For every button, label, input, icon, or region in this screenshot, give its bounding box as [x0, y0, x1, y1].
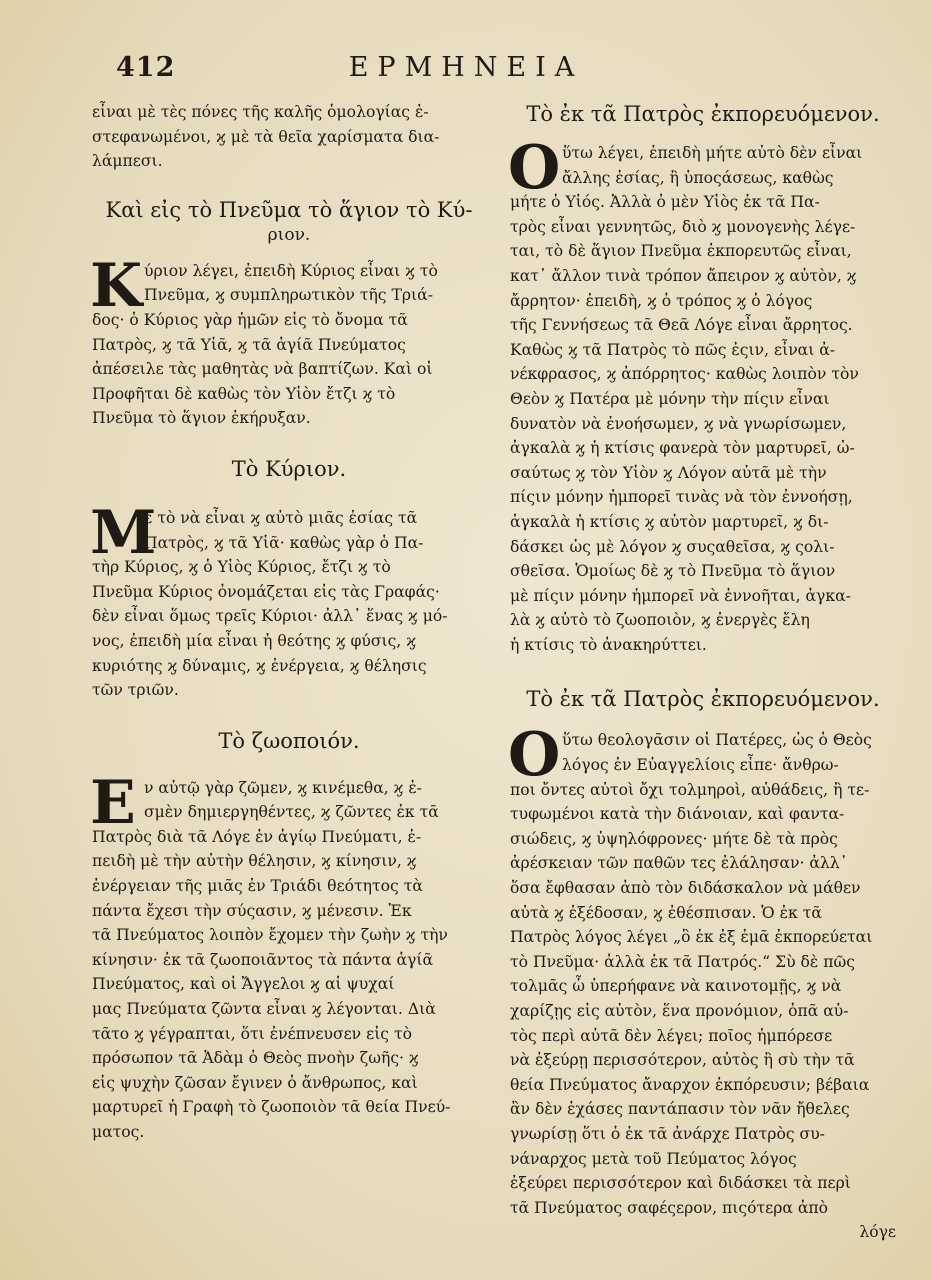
text-line: Πατρὸς διὰ τᾶ Λόγε ἐν ἁγίῳ Πνεύματι, ἐ-: [92, 827, 422, 846]
heading-line: Τὸ Κύριον.: [231, 456, 347, 481]
paragraph-text: [90, 767, 486, 1145]
text-line: τῆς Γεννήσεως τᾶ Θεᾶ Λόγε εἶναι ἄρρητος.: [510, 316, 853, 335]
text-line: Πατρὸς, ϗ τᾶ Υἱᾶ· καθὼς γὰρ ὁ Πα-: [144, 533, 424, 552]
text-line: κατ᾽ ἄλλον τινὰ τρόπον ἄπειρον ϗ αὐτὸν, ϗ: [510, 266, 857, 285]
text-line: ἀγκαλὰ ϗ ἡ κτίσις φανερὰ τὸν μαρτυρεῖ, ὡ-: [510, 439, 855, 458]
text-line: δος· ὁ Κύριος γὰρ ἡμῶν εἰς τὸ ὄνομα τᾶ: [92, 310, 408, 329]
text-line: Πνεύματος, καὶ οἱ Ἄγγελοι ϗ αἱ ψυχαί: [92, 975, 395, 994]
text-line: δὲν εἶναι ὅμως τρεῖς Κύριοι· ἀλλ᾽ ἕνας ϗ μό-: [92, 607, 448, 626]
text-line: Πατρὸς, ϗ τᾶ Υἱᾶ, ϗ τᾶ ἁγίᾶ Πνεύματος: [92, 335, 406, 354]
text-line: ματος.: [92, 1123, 145, 1141]
text-line: Προφῆται δὲ καθὼς τὸν Υἱὸν ἔτζι ϗ τὸ: [92, 384, 396, 403]
text-line: Καθὼς ϗ τᾶ Πατρὸς τὸ πῶς ἐςιν, εἶναι ἀ-: [510, 340, 836, 359]
catchword: λόγε: [859, 1223, 896, 1242]
right-column: [510, 100, 896, 1245]
left-paragraph-continued: [92, 100, 486, 174]
paragraph-zoopoion: [90, 767, 486, 1145]
text-line: κίνησιν· ἐκ τᾶ ζωοποιᾶντος τὰ πάντα ἁγίᾶ: [92, 950, 434, 969]
text-line: τυφωμένοι κατὰ τὴν διάνοιαν, καὶ φαντα-: [510, 805, 845, 824]
text-line: τὸς περὶ αὐτᾶ δὲν λέγει; ποῖος ἠμπόρεσε: [510, 1026, 833, 1045]
page-number: 412: [116, 52, 176, 83]
paragraph-text: [508, 133, 896, 657]
paragraph-kyrion: [90, 250, 486, 431]
text-line: ὕτω θεολογᾶσιν οἱ Πατέρες, ὡς ὁ Θεὸς: [562, 731, 872, 750]
text-line: Πνεῦμα, ϗ συμπληρωτικὸν τῆς Τριά-: [144, 286, 433, 305]
drop-cap: Ο: [508, 133, 561, 203]
text-line: Πνεῦμα τὸ ἅγιον ἐκήρυξαν.: [92, 409, 311, 428]
text-line: λάμπεσι.: [92, 152, 163, 171]
drop-cap: Ε: [90, 767, 136, 838]
text-line: τᾶτο ϗ γέγραπται, ὅτι ἐνέπνευσεν εἰς τὸ: [92, 1024, 413, 1043]
text-line: ἀγκαλὰ ἡ κτίσις ϗ αὐτὸν μαρτυρεῖ, ϗ δι-: [510, 512, 829, 531]
text-line: ἀρέσκειαν τῶν παθῶν τες ἐλάλησαν· ἀλλ᾽: [510, 854, 848, 873]
text-line: γνωρίσῃ ὅτι ὁ ἐκ τᾶ ἀνάρχε Πατρὸς συ-: [510, 1124, 825, 1143]
text-line: μαρτυρεῖ ἡ Γραφὴ τὸ ζωοποιὸν τᾶ θεία Πνεύ-: [92, 1098, 451, 1117]
text-line: νέκφρασος, ϗ ἀπόρρητος· καθὼς λοιπὸν τὸν: [510, 365, 859, 384]
text-line: τᾶ Πνεύματος λοιπὸν ἔχομεν τὴν ζωὴν ϗ τὴν: [92, 926, 448, 945]
text-line: δάσκει ὡς μὲ λόγον ϗ συςαθεῖσα, ϗ ςολι-: [510, 537, 835, 556]
text-line: ἐξεύρει περισσότερον καὶ διδάσκει τὰ περὶ: [510, 1174, 851, 1193]
text-line: εἰς ψυχὴν ζῶσαν ἔγινεν ὁ ἄνθρωπος, καὶ: [92, 1073, 418, 1092]
text-line: ἐνέργειαν τῆς μιᾶς ἐν Τριάδι θεότητος τὰ: [92, 877, 423, 896]
text-line: τολμᾶς ὦ ὑπερήφανε νὰ καινοτομῇς, ϗ νὰ: [510, 977, 842, 996]
text-line: πρόσωπον τᾶ Ἀδὰμ ὁ Θεὸς πνοὴν ζωῆς· ϗ: [92, 1049, 419, 1068]
text-line: ἄλλης ἐσίας, ἢ ὑποςάσεως, καθὼς: [562, 168, 834, 187]
paragraph-text: [508, 720, 896, 1244]
drop-cap: Ο: [508, 720, 561, 791]
text-line: λόγος ἐν Εὐαγγελίοις εἶπε· ἄνθρω-: [562, 756, 839, 775]
text-line: τὴρ Κύριος, ϗ ὁ Υἱὸς Κύριος, ἔτζι ϗ τὸ: [92, 558, 391, 577]
heading-line: Τὸ ζωοποιόν.: [218, 728, 360, 753]
paragraph-ekporevomenon-2: [508, 720, 896, 1244]
section-heading: [510, 100, 896, 129]
heading-line: Καὶ εἰς τὸ Πνεῦμα τὸ ἅγιον τὸ Κύ-: [105, 197, 473, 222]
section-heading: [510, 685, 896, 714]
text-line: ἡ κτίσις τὸ ἀνακηρύττει.: [510, 635, 707, 654]
running-title: ΕΡΜΗΝΕΙΑ: [348, 52, 584, 83]
text-line: σθεῖσα. Ὁμοίως δὲ ϗ τὸ Πνεῦμα τὸ ἅγιον: [510, 562, 836, 581]
text-line: πάντα ἔχεσι τὴν σύςασιν, ϗ μένεσιν. Ἐκ: [92, 901, 412, 920]
paragraph-ekporevomenon-1: [508, 133, 896, 657]
page-header: [0, 52, 932, 92]
text-line: ὕτω λέγει, ἐπειδὴ μήτε αὐτὸ δὲν εἶναι: [562, 144, 863, 162]
heading-line: Τὸ ἐκ τᾶ Πατρὸς ἐκπορευόμενον.: [526, 687, 880, 712]
text-line: ἀπέσειλε τὰς μαθητὰς νὰ βαπτίζων. Καὶ οἱ: [92, 360, 433, 379]
text-line: σμὲν δημιεργηθέντες, ϗ ζῶντες ἐκ τᾶ: [144, 803, 439, 822]
paragraph-text: [90, 250, 486, 431]
paragraph-to-kyrion: [90, 497, 486, 703]
text-line: σαύτως ϗ τὸν Υἱὸν ϗ Λόγον αὐτᾶ μὲ τὴν: [510, 463, 827, 482]
text-line: νὰ ἐξεύρῃ περισσότερον, αὐτὸς ἢ σὺ τὴν τᾶ: [510, 1051, 855, 1070]
text-line: Θεὸν ϗ Πατέρα μὲ μόνην τὴν πίςιν εἶναι: [510, 389, 830, 408]
text-line: χαρίζῃς εἰς αὐτὸν, ἕνα προνόμιον, ὁπᾶ αὐ-: [510, 1002, 849, 1020]
text-line: μας Πνεύματα ζῶντα εἶναι ϗ λέγονται. Διὰ: [92, 1000, 436, 1019]
drop-cap: Κ: [90, 250, 143, 321]
text-line: πειδὴ μὲ τὴν αὐτὴν θέλησιν, ϗ κίνησιν, ϗ: [92, 852, 417, 871]
text-line: Πνεῦμα Κύριος ὀνομάζεται εἰς τὰς Γραφάς·: [92, 582, 440, 601]
text-line: ν αὐτῷ γὰρ ζῶμεν, ϗ κινέμεθα, ϗ ἐ-: [144, 778, 422, 797]
heading-line: Τὸ ἐκ τᾶ Πατρὸς ἐκπορευόμενον.: [526, 102, 880, 126]
text-line: εἶναι μὲ τὲς πόνες τῆς καλῆς ὁμολογίας ἐ-: [92, 103, 429, 121]
text-line: αὐτὰ ϗ ἐξέδοσαν, ϗ ἐθέσπισαν. Ὁ ἐκ τᾶ: [510, 903, 822, 922]
text-line: Πατρὸς λόγος λέγει „ὃ ἐκ ἐξ ἐμᾶ ἐκπορεύεται: [510, 928, 873, 947]
section-heading: [92, 196, 486, 245]
text-line: δυνατὸν νὰ ἐνοήσωμεν, ϗ νὰ γνωρίσωμεν,: [510, 414, 847, 433]
text-line: τᾶ Πνεύματος σαφέςερον, πιςότερα ἀπὸ: [510, 1198, 829, 1217]
text-line: σιώδεις, ϗ ὑψηλόφρονες· μήτε δὲ τὰ πρὸς: [510, 829, 838, 848]
drop-cap: Μ: [90, 497, 157, 568]
section-heading: [92, 727, 486, 756]
text-line: νος, ἐπειδὴ μία εἶναι ἡ θεότης ϗ φύσις, ϗ: [92, 631, 417, 650]
left-column: [92, 100, 486, 1145]
text-line: ὲ τὸ νὰ εἶναι ϗ αὐτὸ μιᾶς ἐσίας τᾶ: [144, 508, 418, 527]
text-line: λὰ ϗ αὐτὸ τὸ ζωοποιὸν, ϗ ἐνεργὲς ἔλη: [510, 611, 810, 630]
text-line: κυριότης ϗ δύναμις, ϗ ἐνέργεια, ϗ θέλησις: [92, 656, 427, 675]
text-line: ται, τὸ δὲ ἅγιον Πνεῦμα ἐκπορευτῶς εἶναι,: [510, 242, 852, 261]
text-line: τὸ Πνεῦμα· ἀλλὰ ἐκ τᾶ Πατρός.“ Σὺ δὲ πῶς: [510, 952, 855, 971]
text-line: μήτε ὁ Υἱός. Ἀλλὰ ὁ μὲν Υἱὸς ἐκ τᾶ Πα-: [510, 193, 820, 212]
text-line: ύριον λέγει, ἐπειδὴ Κύριος εἶναι ϗ τὸ: [144, 261, 438, 280]
text-line: ἄρρητον· ἐπειδὴ, ϗ ὁ τρόπος ϗ ὁ λόγος: [510, 291, 813, 310]
text-line: ποι ὄντες αὐτοὶ ὄχι τολμηροὶ, αὐθάδεις, ἢ τε-: [510, 780, 870, 799]
text-line: τῶν τριῶν.: [92, 681, 179, 700]
text-line: θεία Πνεύματος ἄναρχον ἐκπόρευσιν; βέβαια: [510, 1075, 870, 1094]
text-line: στεφανωμένοι, ϗ μὲ τὰ θεῖα χαρίσματα δια-: [92, 127, 440, 146]
text-line: τρὸς εἶναι γεννητῶς, διὸ ϗ μονογενὴς λέγε-: [510, 217, 856, 236]
heading-line: ριον.: [267, 224, 311, 245]
text-line: πίςιν μόνην ἠμπορεῖ τινὰς νὰ τὸν ἐννοήσῃ,: [510, 488, 853, 507]
section-heading: [92, 455, 486, 484]
text-line: νάναρχος μετὰ τοῦ Πεύματος λόγος: [510, 1149, 797, 1168]
text-line: ἂν δὲν ἐχάσες παντάπασιν τὸν νᾶν ἤθελες: [510, 1100, 850, 1119]
text-line: ὅσα ἔφθασαν ἀπὸ τὸν διδάσκαλον νὰ μάθεν: [510, 879, 861, 898]
text-line: μὲ πίςιν μόνην ἠμπορεῖ νὰ ἐννοῆται, ἀγκα-: [510, 586, 851, 605]
